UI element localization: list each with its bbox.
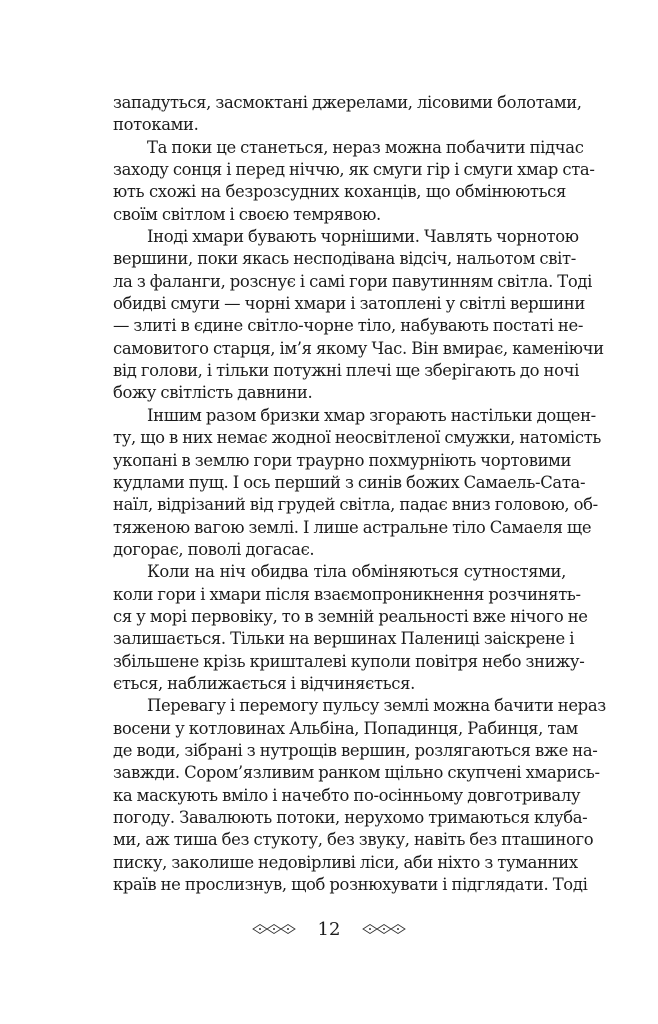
text-line: восени у котловинах Альбіна, Попадинця, Рабинця, там bbox=[113, 718, 578, 738]
text-line: западуться, засмоктані джерелами, лісовими болотами, bbox=[113, 93, 582, 112]
text-line: Перевагу і перемогу пульсу землі можна бачити нераз bbox=[147, 696, 606, 716]
text-line: наїл, відрізаний від грудей світла, падає вниз головою, об- bbox=[113, 495, 598, 515]
text-line: вершини, поки якась несподівана відсіч, нальотом світ- bbox=[113, 249, 576, 269]
text-line: країв не прослизнув, щоб рознюхувати і підглядати. Тоді bbox=[113, 875, 588, 895]
body-text bbox=[113, 92, 606, 896]
text-line: завжди. Сором’язливим ранком щільно скупчені хмарись- bbox=[113, 763, 600, 783]
text-line: ла з фаланги, розснує і самі гори павутинням світла. Тоді bbox=[113, 271, 593, 291]
text-line: ють схожі на безрозсудних коханців, що обмінюються bbox=[113, 182, 566, 202]
text-line: Іноді хмари бувають чорнішими. Чавлять чорнотою bbox=[147, 227, 579, 247]
text-line: своїм світлом і своєю темрявою. bbox=[113, 204, 381, 224]
text-line: ся у морі первовіку, то в земній реальності вже нічого не bbox=[113, 606, 588, 626]
text-line: укопані в землю гори траурно похмурніють чортовими bbox=[113, 450, 572, 470]
text-line: збільшене крізь кришталеві куполи повітря небо знижу- bbox=[113, 651, 585, 671]
text-line: Іншим разом бризки хмар згорають настільки дощен- bbox=[147, 405, 596, 425]
text-line: Коли на ніч обидва тіла обміняються сутностями, bbox=[147, 562, 566, 582]
text-line: божу світлість давнини. bbox=[113, 383, 313, 403]
text-line: залишається. Тільки на вершинах Палениці заіскрене і bbox=[113, 629, 575, 649]
text-line: кудлами пущ. І ось перший з синів божих Самаель-Сата- bbox=[113, 472, 586, 492]
page-number: 12 bbox=[317, 918, 341, 940]
text-line: обидві смуги — чорні хмари і затоплені у світлі вершини bbox=[113, 294, 585, 314]
text-line: Та поки це станеться, нераз можна побачити підчас bbox=[147, 137, 584, 157]
text-line: ту, що в них немає жодної неосвітленої смужки, натомість bbox=[113, 428, 602, 448]
text-line: потоками. bbox=[113, 115, 199, 135]
text-line: ється, наближається і відчиняється. bbox=[113, 673, 415, 693]
text-line: коли гори і хмари після взаємопроникнення розчинять- bbox=[113, 584, 581, 604]
text-line: погоду. Завалюють потоки, нерухомо тримаються клуба- bbox=[113, 808, 588, 827]
text-line: писку, заколише недовірливі ліси, аби ніхто з туманних bbox=[113, 852, 578, 872]
diamond-ornament-icon bbox=[362, 923, 406, 935]
text-line: де води, зібрані з нутрощів вершин, розлягаються вже на- bbox=[113, 740, 598, 760]
text-line: заходу сонця і перед ніччю, як смуги гір і смуги хмар ста- bbox=[113, 160, 595, 180]
diamond-ornament-icon bbox=[252, 923, 296, 935]
text-line: ка маскують вміло і начебто по-осінньому довготривалу bbox=[113, 785, 581, 805]
text-line: ми, аж тиша без стукоту, без звуку, навіть без пташиного bbox=[113, 830, 594, 850]
page-footer bbox=[0, 914, 658, 944]
text-line: догорає, поволі догасає. bbox=[113, 539, 315, 559]
text-line: — злиті в єдине світло-чорне тіло, набувають постаті не- bbox=[113, 316, 584, 336]
text-line: самовитого старця, ім’я якому Час. Він вмирає, каменіючи bbox=[113, 338, 604, 358]
text-line: від голови, і тільки потужні плечі ще зберігають до ночі bbox=[113, 361, 580, 381]
text-line: тяженою вагою землі. І лише астральне тіло Самаеля ще bbox=[113, 517, 592, 537]
